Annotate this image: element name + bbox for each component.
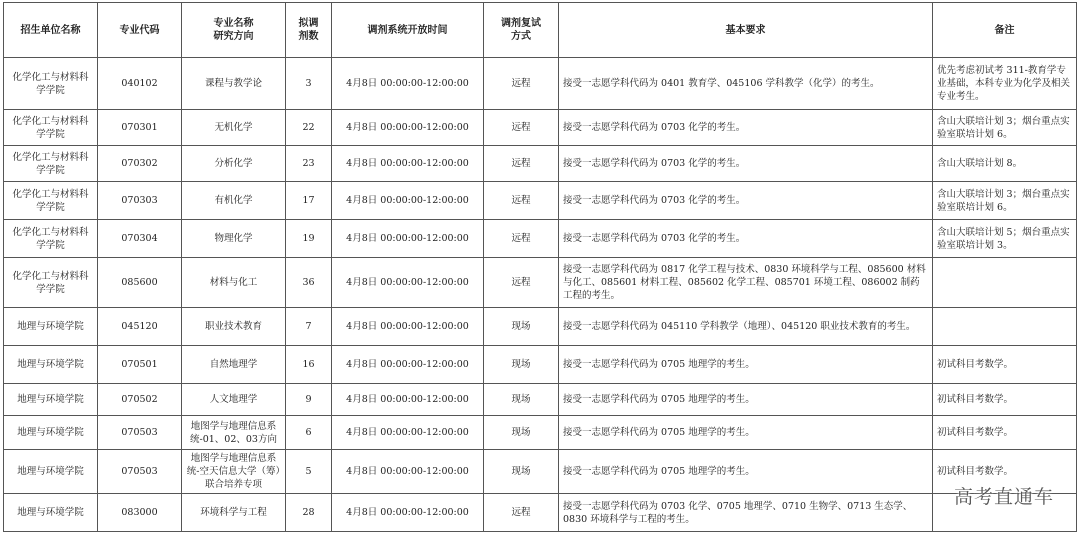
cell-method: 现场 xyxy=(484,346,559,384)
table-row xyxy=(4,494,1077,532)
cell-note: 初试科目考数学。 xyxy=(933,450,1077,494)
header-count: 拟调 剂数 xyxy=(286,3,332,58)
cell-code: 070503 xyxy=(98,416,182,450)
cell-unit: 地理与环境学院 xyxy=(4,494,98,532)
table-row xyxy=(4,146,1077,182)
cell-method: 远程 xyxy=(484,146,559,182)
cell-count: 9 xyxy=(286,384,332,416)
cell-code: 045120 xyxy=(98,308,182,346)
cell-time: 4月8日 00:00:00-12:00:00 xyxy=(332,494,484,532)
cell-requirement: 接受一志愿学科代码为 0703 化学的考生。 xyxy=(559,146,933,182)
adjustment-table xyxy=(3,2,1077,532)
header-code: 专业代码 xyxy=(98,3,182,58)
cell-code: 070502 xyxy=(98,384,182,416)
cell-unit: 地理与环境学院 xyxy=(4,384,98,416)
cell-unit: 化学化工与材料科学学院 xyxy=(4,258,98,308)
cell-count: 5 xyxy=(286,450,332,494)
cell-time: 4月8日 00:00:00-12:00:00 xyxy=(332,450,484,494)
cell-code: 083000 xyxy=(98,494,182,532)
cell-time: 4月8日 00:00:00-12:00:00 xyxy=(332,220,484,258)
cell-count: 28 xyxy=(286,494,332,532)
cell-method: 远程 xyxy=(484,182,559,220)
header-major: 专业名称 研究方向 xyxy=(182,3,286,58)
cell-unit: 地理与环境学院 xyxy=(4,346,98,384)
cell-count: 36 xyxy=(286,258,332,308)
table-row xyxy=(4,308,1077,346)
cell-note: 含山大联培计划 3；烟台重点实验室联培计划 6。 xyxy=(933,110,1077,146)
cell-requirement: 接受一志愿学科代码为 0705 地理学的考生。 xyxy=(559,450,933,494)
cell-count: 7 xyxy=(286,308,332,346)
cell-requirement: 接受一志愿学科代码为 0705 地理学的考生。 xyxy=(559,346,933,384)
cell-unit: 化学化工与材料科学学院 xyxy=(4,110,98,146)
cell-major: 有机化学 xyxy=(182,182,286,220)
cell-method: 现场 xyxy=(484,308,559,346)
header-requirement: 基本要求 xyxy=(559,3,933,58)
cell-method: 远程 xyxy=(484,220,559,258)
cell-requirement: 接受一志愿学科代码为 0703 化学的考生。 xyxy=(559,110,933,146)
cell-requirement: 接受一志愿学科代码为 0703 化学、0705 地理学、0710 生物学、0713 生态学、0830 环境科学与工程的考生。 xyxy=(559,494,933,532)
table-row xyxy=(4,182,1077,220)
header-note: 备注 xyxy=(933,3,1077,58)
cell-major: 分析化学 xyxy=(182,146,286,182)
cell-time: 4月8日 00:00:00-12:00:00 xyxy=(332,258,484,308)
cell-requirement: 接受一志愿学科代码为 0705 地理学的考生。 xyxy=(559,384,933,416)
cell-unit: 地理与环境学院 xyxy=(4,450,98,494)
cell-count: 23 xyxy=(286,146,332,182)
cell-count: 6 xyxy=(286,416,332,450)
cell-major: 地图学与地理信息系统-空天信息大学（筹）联合培养专项 xyxy=(182,450,286,494)
cell-method: 远程 xyxy=(484,58,559,110)
cell-time: 4月8日 00:00:00-12:00:00 xyxy=(332,182,484,220)
cell-major: 职业技术教育 xyxy=(182,308,286,346)
cell-note: 初试科目考数学。 xyxy=(933,384,1077,416)
cell-code: 085600 xyxy=(98,258,182,308)
header-method: 调剂复试 方式 xyxy=(484,3,559,58)
header-unit: 招生单位名称 xyxy=(4,3,98,58)
cell-major: 人文地理学 xyxy=(182,384,286,416)
cell-note: 初试科目考数学。 xyxy=(933,416,1077,450)
cell-major: 物理化学 xyxy=(182,220,286,258)
cell-method: 现场 xyxy=(484,450,559,494)
cell-method: 现场 xyxy=(484,384,559,416)
cell-count: 16 xyxy=(286,346,332,384)
cell-code: 070303 xyxy=(98,182,182,220)
table-row xyxy=(4,416,1077,450)
cell-unit: 化学化工与材料科学学院 xyxy=(4,182,98,220)
cell-method: 远程 xyxy=(484,494,559,532)
cell-unit: 化学化工与材料科学学院 xyxy=(4,58,98,110)
cell-note: 含山大联培计划 3；烟台重点实验室联培计划 6。 xyxy=(933,182,1077,220)
cell-code: 070302 xyxy=(98,146,182,182)
cell-note: 初试科目考数学。 xyxy=(933,346,1077,384)
cell-note: 优先考虑初试考 311-教育学专业基础，本科专业为化学及相关专业考生。 xyxy=(933,58,1077,110)
cell-major: 环境科学与工程 xyxy=(182,494,286,532)
cell-code: 070503 xyxy=(98,450,182,494)
cell-requirement: 接受一志愿学科代码为 0817 化学工程与技术、0830 环境科学与工程、085600 材料与化工、085601 材料工程、085602 化学工程、085701 环境工程、086002 制药工程的考生。 xyxy=(559,258,933,308)
cell-time: 4月8日 00:00:00-12:00:00 xyxy=(332,308,484,346)
cell-count: 17 xyxy=(286,182,332,220)
table-row xyxy=(4,220,1077,258)
cell-major: 材料与化工 xyxy=(182,258,286,308)
table-row xyxy=(4,258,1077,308)
cell-requirement: 接受一志愿学科代码为 0705 地理学的考生。 xyxy=(559,416,933,450)
cell-major: 课程与教学论 xyxy=(182,58,286,110)
cell-unit: 化学化工与材料科学学院 xyxy=(4,146,98,182)
cell-count: 3 xyxy=(286,58,332,110)
cell-method: 现场 xyxy=(484,416,559,450)
cell-requirement: 接受一志愿学科代码为 0703 化学的考生。 xyxy=(559,220,933,258)
table-row xyxy=(4,384,1077,416)
table-row xyxy=(4,346,1077,384)
cell-code: 070501 xyxy=(98,346,182,384)
cell-note xyxy=(933,308,1077,346)
table-row xyxy=(4,58,1077,110)
cell-code: 040102 xyxy=(98,58,182,110)
cell-count: 19 xyxy=(286,220,332,258)
table-row xyxy=(4,450,1077,494)
cell-code: 070301 xyxy=(98,110,182,146)
cell-time: 4月8日 00:00:00-12:00:00 xyxy=(332,110,484,146)
cell-unit: 地理与环境学院 xyxy=(4,416,98,450)
cell-major: 地图学与地理信息系统-01、02、03方向 xyxy=(182,416,286,450)
cell-requirement: 接受一志愿学科代码为 0401 教育学、045106 学科教学（化学）的考生。 xyxy=(559,58,933,110)
header-time: 调剂系统开放时间 xyxy=(332,3,484,58)
cell-note: 含山大联培计划 8。 xyxy=(933,146,1077,182)
cell-method: 远程 xyxy=(484,258,559,308)
cell-unit: 化学化工与材料科学学院 xyxy=(4,220,98,258)
watermark-text: 高考直通车 xyxy=(953,486,1054,508)
cell-time: 4月8日 00:00:00-12:00:00 xyxy=(332,384,484,416)
cell-time: 4月8日 00:00:00-12:00:00 xyxy=(332,146,484,182)
cell-major: 自然地理学 xyxy=(182,346,286,384)
cell-count: 22 xyxy=(286,110,332,146)
cell-unit: 地理与环境学院 xyxy=(4,308,98,346)
cell-major: 无机化学 xyxy=(182,110,286,146)
cell-requirement: 接受一志愿学科代码为 0703 化学的考生。 xyxy=(559,182,933,220)
cell-note: 含山大联培计划 5；烟台重点实验室联培计划 3。 xyxy=(933,220,1077,258)
cell-time: 4月8日 00:00:00-12:00:00 xyxy=(332,416,484,450)
table-row xyxy=(4,110,1077,146)
cell-method: 远程 xyxy=(484,110,559,146)
cell-code: 070304 xyxy=(98,220,182,258)
cell-time: 4月8日 00:00:00-12:00:00 xyxy=(332,346,484,384)
cell-requirement: 接受一志愿学科代码为 045110 学科教学（地理）、045120 职业技术教育的考生。 xyxy=(559,308,933,346)
cell-time: 4月8日 00:00:00-12:00:00 xyxy=(332,58,484,110)
table-header-row xyxy=(4,3,1077,58)
cell-note xyxy=(933,258,1077,308)
